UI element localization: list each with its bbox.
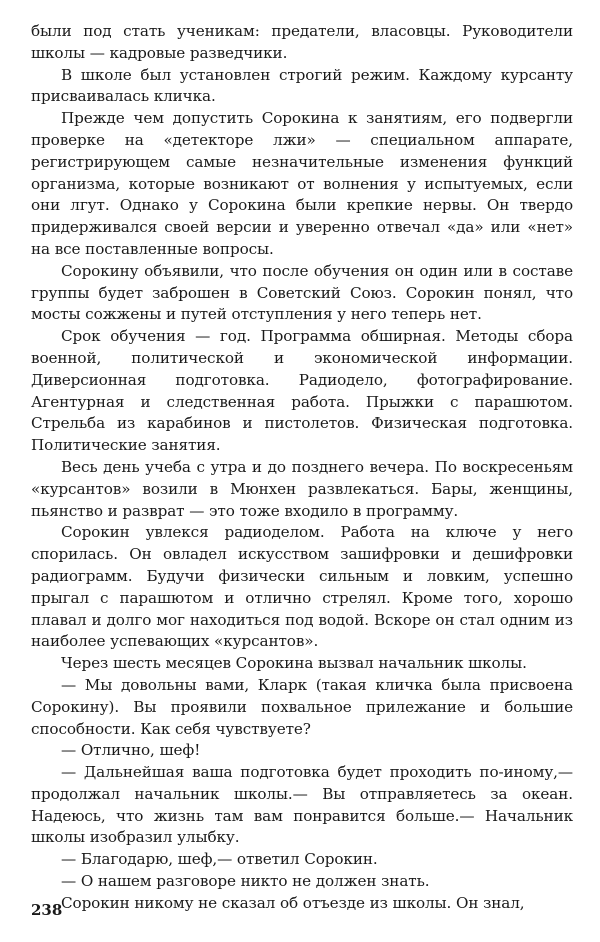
dialogue-line: — О нашем разговоре никто не должен знать. [61, 872, 430, 891]
paragraph: Прежде чем допустить Сорокина к занятиям, его подвергли проверке на «детекторе лжи» — специальном аппарате, регистрирующем самые незначительные изменения функций организма, которые возникают от волнения у испытуемых, если они лгут. Однако у Сорокина были крепкие нервы. Он твердо придерживался своей версии и уверенно отвечал «да» или «нет» на все поставленные вопросы. [31, 109, 573, 258]
body-text [31, 21, 573, 915]
paragraph: Сорокин увлекся радиоделом. Работа на ключе у него спорилась. Он овладел искусством зашифровки и дешифровки радиограмм. Будучи физически сильным и ловким, успешно прыгал с парашютом и отлично стрелял. Кроме того, хорошо плавал и долго мог находиться под водой. Вскоре он стал одним из наиболее успевающих «курсантов». [31, 523, 573, 651]
paragraph: Сорокину объявили, что после обучения он один или в составе группы будет заброшен в Советский Союз. Сорокин понял, что мосты сожжены и путей отступления у него теперь нет. [31, 261, 573, 324]
paragraph: Сорокин никому не сказал об отъезде из школы. Он знал, [61, 893, 525, 912]
page-number: 238 [31, 901, 63, 919]
paragraph: Срок обучения — год. Программа обширная. Методы сбора военной, политической и экономической информации. Диверсионная подготовка. Радиодело, фотографирование. Агентурная и следственная работа. Прыжки с парашютом. Стрельба из карабинов и пистолетов. Физическая подготовка. Политические занятия. [31, 327, 573, 455]
paragraph: Весь день учеба с утра и до позднего вечера. По воскресеньям «курсантов» возили в Мюнхен развлекаться. Бары, женщины, пьянство и разврат — это тоже входило в программу. [31, 457, 573, 520]
dialogue-line: — Отлично, шеф! [61, 741, 201, 760]
dialogue-line: — Дальнейшая ваша подготовка будет проходить по-иному,— продолжал начальник школы.— Вы отправляетесь за океан. Надеюсь, что жизнь там вам понравится больше.— Начальник школы изобразил улыбку. [31, 763, 573, 847]
paragraph: были под стать ученикам: предатели, власовцы. Руководители школы — кадровые разведчики. [31, 22, 573, 62]
paragraph: Через шесть месяцев Сорокина вызвал начальник школы. [61, 654, 527, 673]
paragraph: В школе был установлен строгий режим. Каждому курсанту присваивалась кличка. [31, 65, 573, 106]
dialogue-line: — Благодарю, шеф,— ответил Сорокин. [61, 850, 378, 869]
dialogue-line: — Мы довольны вами, Кларк (такая кличка была присвоена Сорокину). Вы проявили похвальное прилежание и большие способности. Как себя чувствуете? [31, 675, 573, 738]
